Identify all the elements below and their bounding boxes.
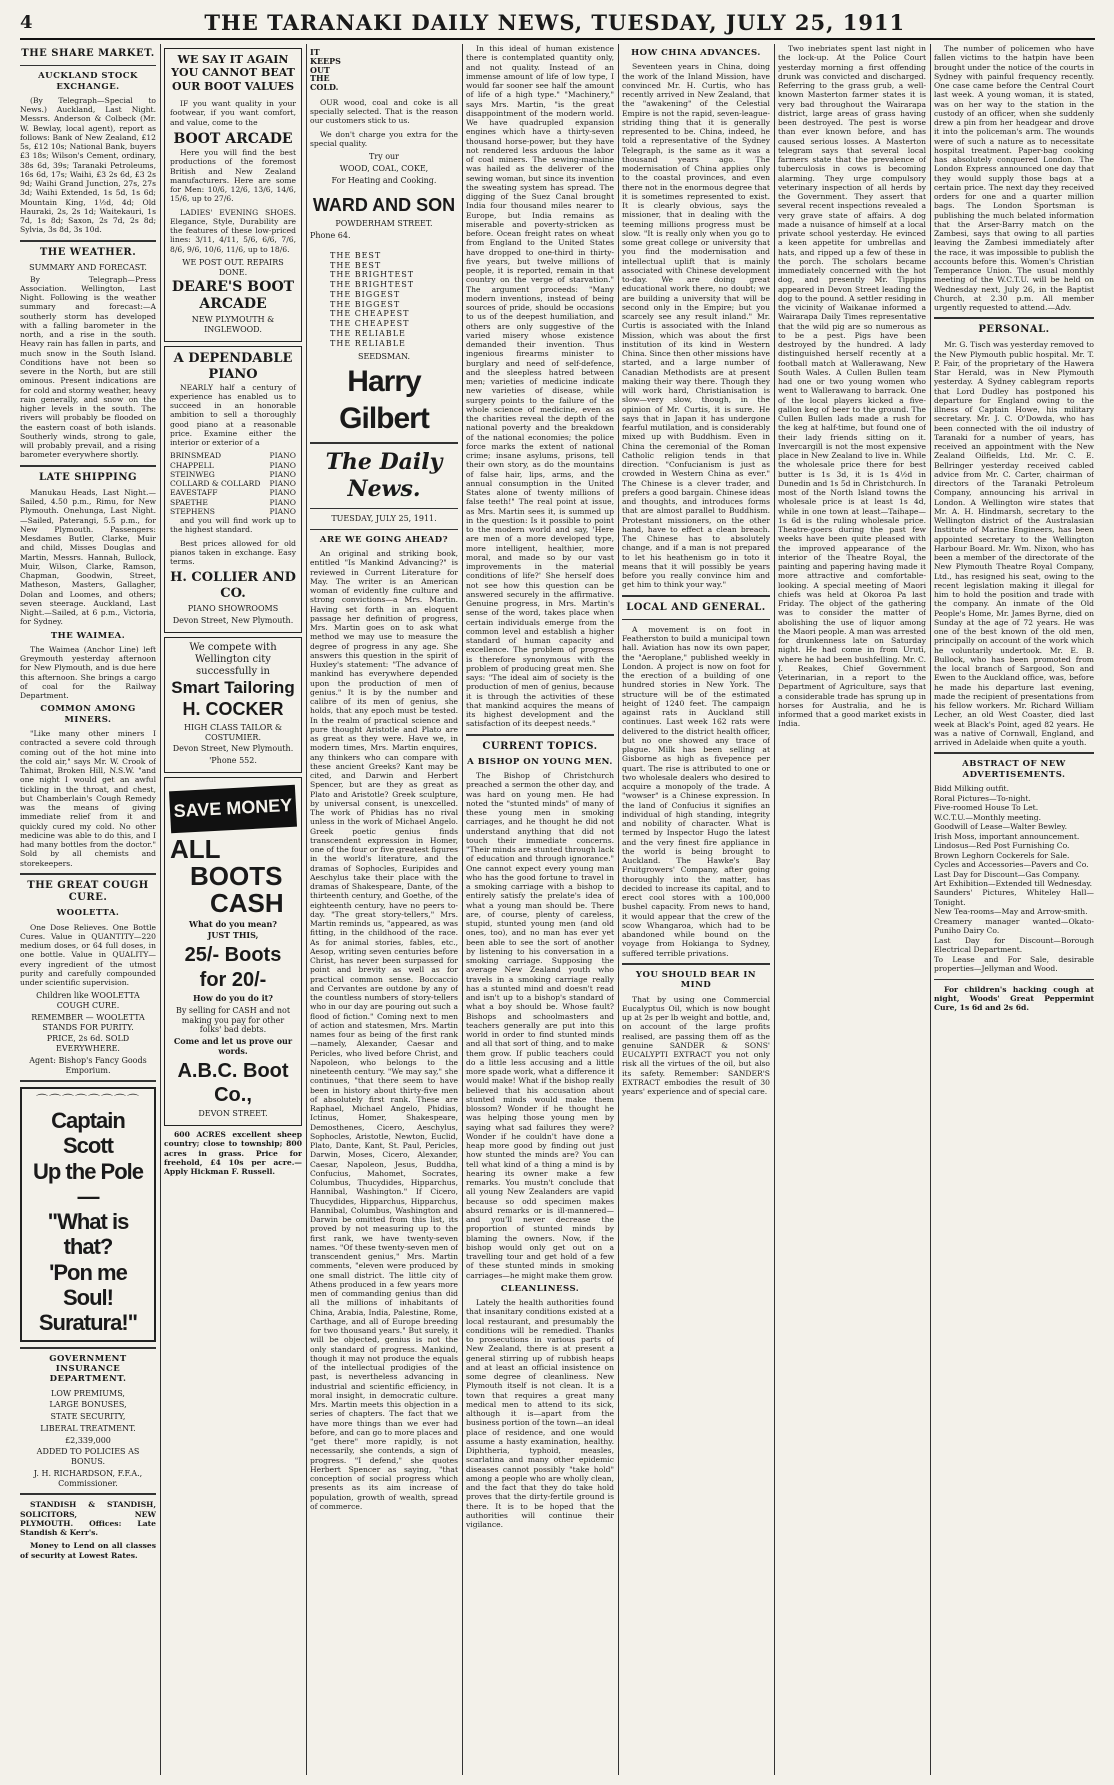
local-general-heading: LOCAL AND GENERAL. xyxy=(626,601,766,613)
scott-line-1: Captain Scott xyxy=(51,1107,125,1159)
collier-name: H. COLLIER AND CO. xyxy=(170,570,296,602)
collier-place: Devon Street, New Plymouth. xyxy=(172,615,294,625)
ab-text: By selling for CASH and not making you pay for other folks' bad debts. xyxy=(175,1005,291,1035)
ab-line-3: CASH xyxy=(210,888,284,919)
bishop-heading: A BISHOP ON YOUNG MEN. xyxy=(467,756,613,767)
ab-just: JUST THIS, xyxy=(207,930,259,941)
boot-ad-text-2: Here you will find the best productions of the foremost British and New Zealand manufacturers. Here are some for Men: 10/6, 12/6, 13/6, 14/6, 15/6, up to 27/6. xyxy=(170,148,296,204)
list-item: Goodwill of Lease—Walter Bewley. xyxy=(934,822,1067,832)
cough-cure-heading: THE GREAT COUGH CURE. xyxy=(27,879,149,904)
editorial-text: An original and striking book, entitled "Is Mankind Advancing?" is reviewed in Current Literature for May. The writer is an American woman of evidently fine culture and strong convictions—a Mrs. Martin. Having set forth in an eloquent passage her definition of progress, Mrs. Martin goes on to ask what method we may use to measure the degree of progress in any age. She answers this question in the spirit of Huxley's statement: "The advance of mankind has everywhere depended upon the production of men of genius." It is by the number and calibre of its men of genius, she holds, that any epoch must be tested. In the realm of practical science and pure thought Aristotle and Plato are as great as they were. Have we, in modern times, Mrs. Martin enquires, any thinkers who can compare with these ancient Greeks? Kant may be cited, and Darwin and Herbert Spencer, but are they as great as Plato and Aristotle? Greek sculpture, by universal consent, is unexcelled. The work of Phidias has no rival unless in the work of Michael Angelo. Greek poetic genius finds transcendent expression in Homer, one of the four or five greatest figures in the world's literature, and the dramas of Sophocles, Euripides and Aeschylus take their place with the dramas of Shakespeare, Dante, of the thirteenth century, and Goethe, of the eighteenth century, have no peers to-day. "The great story-tellers," Mrs. Martin reminds us, "appeared, as was fitting, in the childhood of the race. As for animal stories, fables, etc., Aesop, writing seven centuries before Christ, has never been surpassed for point and brevity as well as for practical common sense. Boccaccio and Cervantes are outdone by any of the countless numbers of story-tellers who in our day are pouring out such a flood of fiction." Coming next to men of action and statesmen, Mrs. Martin names four as being of the first rank—namely, Alexander, Caesar and Pericles, who lived before Christ, and Napoleon, who belongs to the nineteenth century. "We may say," she continues, "that there seem to have been in history about thirty-five men of absolutely first rank. These are Raphael, Michael Angelo, Phidias, Ictinus, Homer, Shakespeare, Demosthenes, Cicero, Aeschylus, Sophocles, Aristotle, Newton, Euclid, Plato, Dante, Kant, St. Paul, Pericles, Darwin, Moses, Cicero, Alexander, Caesar, Napoleon, Jesus, Buddha, Confucius, Mahomet, Socrates, Columbus, Thucydides, Hipparchus, Hannibal, Washington." If Cicero, Thucydides, Hipparchus, Hipparchus, Hannibal, Columbus, Washington and Darwin be omitted from this list, its proved by not measuring up to the first rank, we have twenty-seven names. "Of these twenty-seven men of transcendent genius," Mrs. Martin comments, "eleven were produced by one small district. The little city of Athens produced in a few years more men of commanding genius than did all the millions of inhabitants of China, Arabia, India, Palestine, Rome, Carthage, and all of Europe breeding for two thousand years." But surely, it will be objected, genius is not the only standard of progress. Mankind, though it may not produce the equals of the intellectual prodigies of the past, is nevertheless advancing in industrial and scientific efficiency, in moral insight, in democratic culture. Mrs. Martin meets this objection in a series of chapters. The fact that we have more things than we ever had before, and can go to more places and "get there" more rapidly, is not necessarily, she contends, a sign of progress. "I defend," she quotes Herbert Spencer as saying, "that conception of social progress which presents as its aim increase of population, growth of wealth, spread of commerce. xyxy=(310,549,458,1511)
cleanliness-heading: CLEANLINESS. xyxy=(500,1283,580,1294)
insurance-line-4: LIBERAL TREATMENT. xyxy=(40,1423,136,1433)
piano-list: BRINSMEAD PIANO CHAPPELL PIANO STEINWEG PIANO COLLARD & COLLARD PIANO EAVESTAFF PIANO SPAETHE PIANO STEPHENS PIANO xyxy=(170,451,296,516)
mind-text: That by using one Commercial Eucalyptus Oil, which is now bought up at 2s per lb weight and bottle, and, on account of the large profits realised, are passing them off as the genuine SANDER & SONS' EUCALYPTI EXTRACT you not only risk all the virtues of the oil, but also its safety. Remember: SANDER'S EXTRACT embodies the result of 30 years' experience and of special care. xyxy=(622,994,770,1097)
cocker-phone: 'Phone 552. xyxy=(209,756,257,766)
ward-name: WARD AND SON xyxy=(312,195,456,216)
column-7 xyxy=(934,44,1094,1775)
list-item: Last Day for Discount—Borough Electrical Department. xyxy=(934,935,1094,955)
cough-agent: Agent: Bishop's Fancy Goods Emporium. xyxy=(29,1055,147,1075)
column-2 xyxy=(164,44,302,1775)
stock-exchange-heading: AUCKLAND STOCK EXCHANGE. xyxy=(38,71,138,92)
cocker-text: We compete with Wellington city successfully in xyxy=(189,641,277,678)
ward-phone: Phone 64. xyxy=(310,231,351,241)
bishop-text: The Bishop of Christchurch preached a sermon the other day, and was hard on young men. He had noted the "stunted minds" of many of these young men in smoking carriages, and he thought he did not understand anything that did not touch their immediate concerns. "Their minds are stunted through lack of education and through ignorance." One cannot expect every young man who has the good fortune to travel in a smoking carriage with a bishop to entirely satisfy the prelate's idea of what a young man should be. There are, of course, plenty of careless, stupid, stunted young men (and old ones, too), and no man has ever yet been able to see the sort of another by listening to his conversation in a smoking carriage. Supposing the average New Zealand youth who travels in a smoking carriage really has a stunted mind and doesn't read and isn't up to a bishop's standard of what a boy should be. Whose fault? Bishops and schoolmasters and teachers generally are put into this world in order to find stunted minds and all that sort of thing, and to make them grow. If public teachers could do a little less accusing and a little more spade work, what a difference it would make! What if the bishop really believed that his accusation about stunted minds would make them blossom? Wonder if he thought he was helping those young men by saying what sad failures they were? Wonder if he couldn't have done a heap more good by finding out just how stunted the minds are? You can tell what kind of a thing a mind is by hearing its owner make a few remarks. You mustn't conclude that all young New Zealanders are vapid because so odd specimen makes absurd remarks or is ill-mannered—and you'll never decrease the proportion of stunted minds by blaming the owners. Now, if the bishop would only get out on a travelling tour and get hold of a few of these stunted minds in smoking carriages—he might make them grow. xyxy=(466,771,614,1280)
list-item: W.C.T.U.—Monthly meeting. xyxy=(934,812,1042,822)
cough-children: Children like WOOLETTA COUGH CURE. xyxy=(36,991,140,1011)
editorial-continued: In this ideal of human existence there is contemplated quantity only, and not quality. Instead of an immense amount of life of low type, I would far sooner see half the amount of life of a high type." "Machinery," says Mrs. Martin, "is the great disappointment of the modern world. We have quadrupled expansion engines which have a thirty-seven thousand horse-power, but they have not rendered less arduous the labor of coal miners. The sewing-machine was hailed as the deliverer of the sewing woman, but since its invention the sweating system has spread. The digging of the Suez Canal brought India four thousand miles nearer to Europe, but India remains as miserable and poverty-stricken as before. Ocean freight rates on wheat from England to the United States have dropped to one-third in thirty-five years, but twelve millions of people, it is reported, remain in that country on the verge of starvation." The argument proceeds: "Many modern inventions, instead of being sources of pride, should be occasions to us of the deepest humiliation, and others are only suggestive of the varied misery whose existence demanded their invention. Thus ingenious firearms minister to burglary and need of self-defence, and the sleepless hatred between men; varieties of medicine indicate new varieties of disease, while surgery points to the failure of the whole science of medicine, even as the charities reveal the depth of the national poverty and the breakdown of the national economies; the police force marks the extent of national crime; insane asylums, prisons, tell their own story, as do the mountains of false hair, lips, arms, and the annual consumption in the United States alone of twenty millions of false teeth!" The real point at issue, as Mrs. Martin sees it, is summed up in the question: Is it possible to point to the modern world and say, 'Here are men of a more developed type, more intelligent, healthier, more moral, and made so by our vast improvements in the material conditions of life?' She herself does not see how this question can be answered securely in the affirmative. Genuine progress, in Mrs. Martin's sense of the word, takes place when certain individuals emerge from the common level and establish a higher standard of human capacity and excellence. The problem of progress is therefore synonymous with the problem of producing great men. She says: "The ideal aim of society is the production of men of genius, because it is through the activities of these that mankind acquires the means of its highest development and the satisfaction of its deepest needs." xyxy=(466,44,614,729)
ab-what: What do you mean? xyxy=(188,918,277,929)
boot-arcade-name: BOOT ARCADE xyxy=(173,130,293,147)
miners-heading: COMMON AMONG MINERS. xyxy=(40,704,136,725)
gilbert-best-list: THE BEST THE BEST THE BRIGHTEST THE BRIGHTEST THE BIGGEST THE BIGGEST THE CHEAPEST THE CHEAPEST THE RELIABLE THE RELIABLE xyxy=(330,250,415,348)
abc-boot-ad xyxy=(164,777,302,1126)
personal-heading: PERSONAL. xyxy=(978,324,1050,336)
mind-heading: YOU SHOULD BEAR IN MIND xyxy=(635,969,757,991)
share-market-heading: THE SHARE MARKET. xyxy=(21,48,155,59)
save-money-banner: SAVE MONEY xyxy=(169,785,297,833)
weather-text: By Telegraph—Press Association. Wellington, Last Night. Following is the weather summary and forecast:—A southerly storm has developed with a falling barometer in the north, and a rise in the south. Heavy rain has fallen in parts, and much snow in the South Island. Conditions have not been so severe in the North, but are still ominous. Present indications are for cold and stormy weather, heavy rain generally, and snow on the higher levels in the south. The rivers will probably be flooded on the eastern coast of both islands. Southerly winds, strong to gale, will probably prevail, and a rising barometer everywhere shortly. xyxy=(20,274,156,460)
hacking-cough-ad: For children's hacking cough at night, Woods' Great Peppermint Cure, 1s 6d and 2s 6d. xyxy=(934,984,1094,1013)
insurance-heading: GOVERNMENT INSURANCE DEPARTMENT. xyxy=(49,1353,127,1385)
list-item: To Lease and For Sale, desirable properties—Jellyman and Wood. xyxy=(934,954,1094,974)
list-item: Cycles and Accessories—Pavers and Co. xyxy=(934,860,1089,870)
cocker-place: Devon Street, New Plymouth. xyxy=(172,744,294,754)
boot-ad-line-1: WE SAY IT AGAIN xyxy=(177,53,289,66)
current-topics-heading: CURRENT TOPICS. xyxy=(482,740,598,752)
deare-place: NEW PLYMOUTH & INGLEWOOD. xyxy=(191,315,275,335)
waimea-heading: THE WAIMEA. xyxy=(50,630,126,641)
suratura-ad xyxy=(20,1087,156,1341)
boot-arcade-ad xyxy=(164,48,302,342)
coal-text-2: We don't charge you extra for the special quality. xyxy=(310,129,458,148)
ab-come: Come and let us prove our words. xyxy=(173,1036,293,1056)
list-item: Five-roomed House To Let. xyxy=(934,803,1039,813)
scott-line-2: Up the Pole— xyxy=(32,1158,143,1209)
column-5 xyxy=(622,44,770,1775)
piano-text-2: and you will find work up to the highest standard. xyxy=(170,516,296,535)
ab-line-2: BOOTS xyxy=(190,861,283,892)
grass-ad: 600 ACRES excellent sheep country; close to township; 800 acres in grass. Price for freehold, £4 10s per acre.—Apply Hickman F. Russell. xyxy=(164,1130,302,1177)
list-item: Roral Pictures—To-night. xyxy=(934,793,1031,803)
editorial-heading: ARE WE GOING AHEAD? xyxy=(319,534,449,545)
issue-date: TUESDAY, JULY 25, 1911. xyxy=(331,514,437,524)
local-notes-text: Two inebriates spent last night in the lock-up. At the Police Court yesterday morning a first offending drunk was convicted and discharged. Referring to the grass grub, a well-known Masterton farmer states it is very bad throughout the Wairarapa district, large areas of grass having been destroyed. The pest is worse than ever known before, and has caused serious losses. A Masterton telegram says that several local farmers state that the prevalence of tuberculosis in cows is becoming alarming. They urge compulsory veterinary inspection of all herds by the Government. They assert that several recent inspections revealed a very grave state of affairs. A dog made a nuisance of himself at a local private school yesterday. He evinced a keen appetite for umbrellas and hats, and ripped up a few of these in the porch. The scholars became immediately concerned with the hot dog, and presently Mr. Tippins appeared in Devon Street leading the dog to the pound. A settler residing in the vicinity of Waikanae informed a Wairarapa Daily Times representative that the wild pig are so numerous as to be a pest. Pigs have been destroyed by the hundred. A lady distinguished herself recently at a football match at Wallerawang, New South Wales. A Cullen Bullen team had one or two young women who went to Wallerawang to barrack. One of the local players kicked a five-gallon keg of beer to the ground. The Cullen Bullen lads made a rush for the keg at half-time, but found one of their lady friends sitting on it. Invercargill is not the most expensive place in New Zealand to live in. While the wholesale price there for best butter is 1s 3d, it is 1s 4½d in Dunedin and 1s 5d in Christchurch. In most of the North Island towns the wholesale price is at least 1s 4d, while in one town at least—Taihape—1s 6d is the ruling wholesale price. Theatre-goers during the past few weeks have been quite pleased with the improved appearance of the interior of the Theatre Royal, the painting and papering having made it more attractive and comfortable-looking. A special meeting of Maori chiefs was held at Okoroa Pa last Friday. The object of the gathering was to consider the matter of abolishing the use of liquor among the Maori people. A man was arrested for drunkenness late on Saturday night. He had come in from Urutī, where he had been bushfelling. Mr. C. J. Reakes, Chief Government Veterinarian, in a report to the Department of Agriculture, says that a considerable trade has sprung up in horses for Australia, and he is informed that a good market exists in India. xyxy=(778,44,926,729)
scott-line-3: "What is that? xyxy=(47,1209,129,1260)
list-item: New Tea-rooms—May and Arrow-smith. xyxy=(934,907,1088,917)
cough-cure-name: WOOLETTA. xyxy=(56,908,120,919)
daily-news-title: The Daily News. xyxy=(325,449,443,503)
abc-name: A.B.C. Boot Co., xyxy=(177,1059,289,1106)
coal-items: WOOD, COAL, COKE, xyxy=(339,163,429,173)
personal-text: Mr. G. Tisch was yesterday removed to the New Plymouth public hospital. Mr. T. P. Fair, of the proprietary of the Hawera Star Herald, was in New Plymouth yesterday. A Sydney cablegram reports that Lord Dudley has postponed his departure for England owing to the illness of Captain Howe, his military secretary. Mr. J. C. O'Dowda, who has been connected with the oil industry of Taranaki for a number of years, has received an appointment with the New Zealand Oilfields, Ltd. Mr. C. E. Bellringer yesterday received cabled advice from Mr. C. Carter, chairman of directors of the Taranaki Petroleum Company, announcing his arrival in London. A Wellington wire states that Mr. A. H. Hindmarsh, secretary to the Wellington district of the Australasian Institute of Marine Engineers, has been appointed secretary to the Wellington Harbour Board. Mr. Wm. Nixon, who has been a member of the directorate of the New Plymouth Theatre Royal Company, Ltd., has resigned his seat, owing to the recent legislation making it illegal for him to hold the position and trade with the company. An inmate of the Old People's Home, Mr. James Byrne, died on Sunday at the age of 72 years. He was one of the best known of the old men, principally on account of the work which he voluntarily undertook. Mr. E. B. Bullock, who has been promoted from the local branch of Sargood, Son and Ewen to the Auckland office, was, before he made his departure last evening, made the recipient of presentations from his fellow workers. Mr. Richard William Lecher, an old West Coaster, died last week at Black's Point, aged 82 years. He was a native of Cornwall, England, and arrived in Adelaide when quite a youth. xyxy=(934,340,1094,748)
china-text: Seventeen years in China, doing the work of the Inland Mission, have convinced Mr. H. Curtis, who has recently arrived in New Zealand, that the "awakening" of the Celestial Empire is not the rapid, seven-league-striding thing that it is generally represented to be. China, indeed, he told a representative of the Sydney Telegraph, is the same as it was a thousand years ago. The modernisation of China applies only to the coastal provinces, and even there not in the enormous degree that it is sometimes represented to exist. It is clearly obvious, says the missioner, that in dealing with the teeming millions progress must be slow. "It is really only when you go to some great college or university that you find the modernisation and intellectual uplift that is mainly associated with Chinese development to-day. We are doing great educational work there, no doubt; we are building a university that will be second only in the Empire; but you scarcely see any result inland." Mr. Curtis is associated with the Inland Mission, which was about the first institution of its kind in Western China. Since then other missions have started, and a large number of Canadian Methodists are at present making their way there. Though they will work hard, Christianisation is slow—very slow, though, in the opinion of Mr. Curtis, it is sure. He says that in Japan it has undergone fearful mutilation, and is considerably mixed up with Buddhism. Even in China the ceremonial of the Roman Catholic religion tends in that direction. "Confucianism is just as crowded in Western China as ever." The Chinese is a clever trader, and prefers a good bargain. Chinese ideas and thoughts, and introduces forms that are almost parallel to Buddhism. Protestant missioners, on the other hand, have to effect a clean breach. The Chinese has to absolutely change, and if a man is not prepared to let his heathenism go in toto it means that it will possibly be years before you really convince him and get him to think your way." xyxy=(622,62,770,590)
list-item: Saunders' Pictures, Whiteley Hall—Tonight. xyxy=(934,888,1094,907)
list-item: Bidd Milking outfit. xyxy=(934,784,1010,794)
scott-line-4: 'Pon me Soul! xyxy=(49,1259,127,1311)
cocker-name: H. COCKER xyxy=(182,698,284,719)
cough-price: PRICE, 2s 6d. SOLD EVERYWHERE. xyxy=(46,1034,130,1054)
money-ad: Money to Lend on all classes of security at Lowest Rates. xyxy=(20,1541,156,1560)
coal-text: OUR wood, coal and coke is all specially selected. That is the reason our customers stick to us. xyxy=(310,97,458,126)
insurance-line-2: LARGE BONUSES, xyxy=(49,1400,127,1410)
local-general-text: A movement is on foot in Featherston to build a municipal town hall. Aviation has now its own paper, the "Aeroplane," published weekly in London. A project is now on foot for the erection of a building of one hundred stories in New York. The structure will be of the estimated height of 1240 feet. The campaign against rats in Auckland still continues. Last week 162 rats were delivered to the district health officer, but no one showed any trace of plague. Milk has been selling at Gisborne as high as fivepence per quart. The rise is attributed to one or two wholesale dealers who desired to acquire a monopoly of the trade. A "wowser" is a Chinese expression. In the land of Confucius it signifies an individual of high standing, integrity and nobility of character. What is termed by Inspector Hugo the latest and the very finest fire appliance in the world is being brought to Auckland. The Hawke's Bay Fruitgrowers' Company, after going thoroughly into the matter, has decided to increase its capital, and to erect cool stores with a 100,000 bushel capacity. From news to hand, it would appear that the crew of the scow Whangaroa, which had to be abandoned while bound on the voyage from Hokianga to Sydney, suffered terrible privations. xyxy=(622,624,770,958)
list-item: Lindosus—Red Post Furnishing Co. xyxy=(934,841,1070,851)
abc-place: DEVON STREET. xyxy=(198,1109,268,1119)
insurance-line-3: STATE SECURITY, xyxy=(50,1412,126,1422)
piano-text: NEARLY half a century of experience has enabled us to succeed in an honorable ambition to sell a thoroughly good piano at a reasonable price. Examine either the interior or exterior of a xyxy=(170,382,296,448)
share-market-text: (By Telegraph—Special to News.) Auckland, Last Night. Messrs. Anderson & Colbeck (Mr. W. Bewlay, local agent), report as follows: Bank of New Zealand, £12 5s, £12 10s; National Bank, buyers £3 18s; Wilson's Cement, ordinary, 38s 6d, 39s; Taranaki Petroleums, 16s 6d, 17s; Waihi, £3 2s 6d, £3 2s 9d; Waihi Grand Junction, 27s, 27s 3d; Waihi Extended, 1s 5d, 1s 6d; Mountain King, 1½d, 4d; Old Hauraki, 2s, 2s 1d; Waitekauri, 1s 7d, 1s 8d; Saxon, 2s 7d, 2s 8d; Sylvia, 3s 8d, 3s 10d. xyxy=(20,95,156,235)
insurance-agent: J. H. RICHARDSON, F.F.A., Commissioner. xyxy=(33,1468,143,1488)
cocker-ad xyxy=(164,637,302,773)
insurance-line-5: £2,339,000 xyxy=(65,1435,111,1445)
cough-cure-text: One Dose Relieves. One Bottle Cures. Value in QUANTITY—220 medium doses, or 64 full doses, in one bottle. Value in QUALITY—every ingredient of the utmost purity and carefully compounded under scientific supervision. xyxy=(20,922,156,988)
coal-for: For Heating and Cooking. xyxy=(331,175,437,185)
page-title: THE TARANAKI DAILY NEWS, TUESDAY, JULY 25, 1911 xyxy=(204,9,906,35)
advertisements-heading: ABSTRACT OF NEW ADVERTISEMENTS. xyxy=(962,759,1066,780)
list-item: Brown Leghorn Cockerels for Sale. xyxy=(934,850,1070,860)
boot-ad-text: IF you want quality in your footwear, if you want comfort, and value, come to the xyxy=(170,99,296,127)
seedsman: SEEDSMAN. xyxy=(357,352,411,362)
china-heading: HOW CHINA ADVANCES. xyxy=(631,48,761,58)
boot-ad-line-3: OUR BOOT VALUES xyxy=(171,79,295,93)
notes-text: The number of policemen who have fallen victims to the hatpin have been brought under the notice of the courts in Sydney with painful frequency recently. One case came before the Central Court last week. A young woman, it is stated, was on her way to the station in the custody of an officer, when she suddenly drew a pin from her headgear and drove it into the policeman's arm. The wounds were of such a nature as to necessitate hospital treatment. Paper-bag cooking has absolutely conquered London. The London Express announced one day that they would supply those bags at a certain price. The next day they received orders for one and a quarter million bags. The London Sportsman is publishing the much belated information that the Arser-Barry match on the Zambesi, says that owing to all parties leaving the Zambesi immediately after the race, it was impossible to publish the accounts before this. Women's Christian Temperance Union. The usual monthly meeting of the W.C.T.U. will be held on Wednesday next, July 26, in the Baptist Church, at 2.30 p.m. All member urgently requested to attend.—Adv. xyxy=(934,44,1094,312)
insurance-line-6: ADDED TO POLICIES AS BONUS. xyxy=(36,1447,140,1467)
column-1 xyxy=(20,44,156,1775)
ab-how: How do you do it? xyxy=(192,993,273,1004)
page-number: 4 xyxy=(20,11,33,33)
cocker-sub: HIGH CLASS TAILOR & COSTUMIER. xyxy=(183,722,282,742)
ab-price: 25/- Boots for 20/- xyxy=(184,944,282,991)
cough-remember: REMEMBER — WOOLETTA STANDS FOR PURITY. xyxy=(31,1012,145,1032)
shipping-heading: LATE SHIPPING xyxy=(38,471,138,483)
piano-terms: Best prices allowed for old pianos taken in exchange. Easy terms. xyxy=(170,538,296,567)
ward-coal-ad xyxy=(310,48,458,241)
weather-heading: THE WEATHER. xyxy=(39,246,137,258)
miners-text: "Like many other miners I contracted a severe cold through coming out of the hot mine into the cold air," says Mr. W. Crook of Tahimat, Broken Hill, N.S.W. "and one night I would get an awful tickling in the throat, and chest, but Chamberlain's Cough Remedy was the means of giving immediate relief from it and quickly cured my cold. No other medicine was able to do this, and I had many bottles from the doctor." Sold by all chemists and storekeepers. xyxy=(20,729,156,868)
list-item: Irish Moss, important announcement. xyxy=(934,831,1080,841)
scott-line-5: Suratura!" xyxy=(38,1310,138,1336)
piano-heading: A DEPENDABLE PIANO xyxy=(173,350,293,382)
collier-sub: PIANO SHOWROOMS xyxy=(187,604,279,614)
cocker-smart: Smart Tailoring xyxy=(171,678,295,698)
boot-ad-ladies: LADIES' EVENING SHOES. Elegance, Style, Durability are the features of these low-priced lines: 3/11, 4/11, 5/6, 6/6, 7/6, 8/6, 9/6, 10/6, 11/6, up to 18/6. xyxy=(170,207,296,254)
coal-lines: IT KEEPS OUT THE COLD. xyxy=(310,47,341,93)
ward-place: POWDERHAM STREET. xyxy=(335,219,433,229)
masthead xyxy=(20,6,1095,40)
wavy-border: ⌒⌒⌒⌒⌒⌒⌒⌒ xyxy=(35,1093,140,1108)
shipping-text: Manukau Heads, Last Night.—Sailed, 4.50 p.m., Rimu, for New Plymouth. Onehunga, Last Night.—Sailed, Paterangi, 5.5 p.m., for New Plymouth. Passengers: Mesdames Butler, Clarke, Muir and child, Misses Douglas and Martin, Messrs. Hannah, Bullock, Muir, Wilson, Clarke, Ramson, Chapman, Goodwin, Street, Matheson, Masters, Gallagher, Dolan and Loomes, and others; seven steerage. Auckland, Last Night.—Sailed, at 6 p.m., Victoria, for Sydney. xyxy=(20,487,156,627)
harry-gilbert: Harry Gilbert xyxy=(339,365,429,435)
standish-ad: STANDISH & STANDISH, SOLICITORS, NEW PLYMOUTH. Offices: Late Standish & Kerr's. xyxy=(20,1500,156,1538)
boot-ad-post: WE POST OUT. REPAIRS DONE. xyxy=(182,257,284,277)
cleanliness-text: Lately the health authorities found that insanitary conditions existed at a local restaurant, and presumably the conditions will be remedied. Thanks to prosecutions in various parts of New Zealand, there is at present a general stirring up of rubbish heaps and at least an official insistence on some degree of cleanliness. New Plymouth itself is not clean. It is a town that requires a great many medical men to attend to its sick, although it is—apart from the business portion of the town—an ideal place of residence, and one would assume a hasty examination, healthy. Diphtheria, typhoid, measles, scarlatina and many other epidemic diseases cannot possibly "take hold" among a people who are wholly clean, and the fact that they do take hold proves that the dirty-fertile ground is there. It is to be hoped that the authorities will continue their vigilance. xyxy=(466,1298,614,1530)
piano-ad xyxy=(164,346,302,633)
advertisement-list xyxy=(934,784,1094,974)
list-item: Creamery manager wanted—Okato-Puniho Dairy Co. xyxy=(934,916,1094,936)
list-item: Last Day for Discount—Gas Company. xyxy=(934,869,1080,879)
weather-subheading: SUMMARY AND FORECAST. xyxy=(29,262,147,272)
insurance-line-1: LOW PREMIUMS, xyxy=(51,1388,125,1398)
boot-ad-line-2: YOU CANNOT BEAT xyxy=(171,66,295,80)
ab-line-1: ALL xyxy=(170,833,221,864)
list-item: Art Exhibition—Extended till Wednesday. xyxy=(934,879,1093,888)
column-6 xyxy=(778,44,926,1775)
deare-boot-arcade: DEARE'S BOOT ARCADE xyxy=(171,279,295,313)
column-4 xyxy=(466,44,614,1775)
waimea-text: The Waimea (Anchor Line) left Greymouth yesterday afternoon for New Plymouth, and is due here this afternoon. She brings a cargo of coal for the Railway Department. xyxy=(20,644,156,701)
coal-try: Try our xyxy=(368,152,399,162)
column-3 xyxy=(310,44,458,1775)
